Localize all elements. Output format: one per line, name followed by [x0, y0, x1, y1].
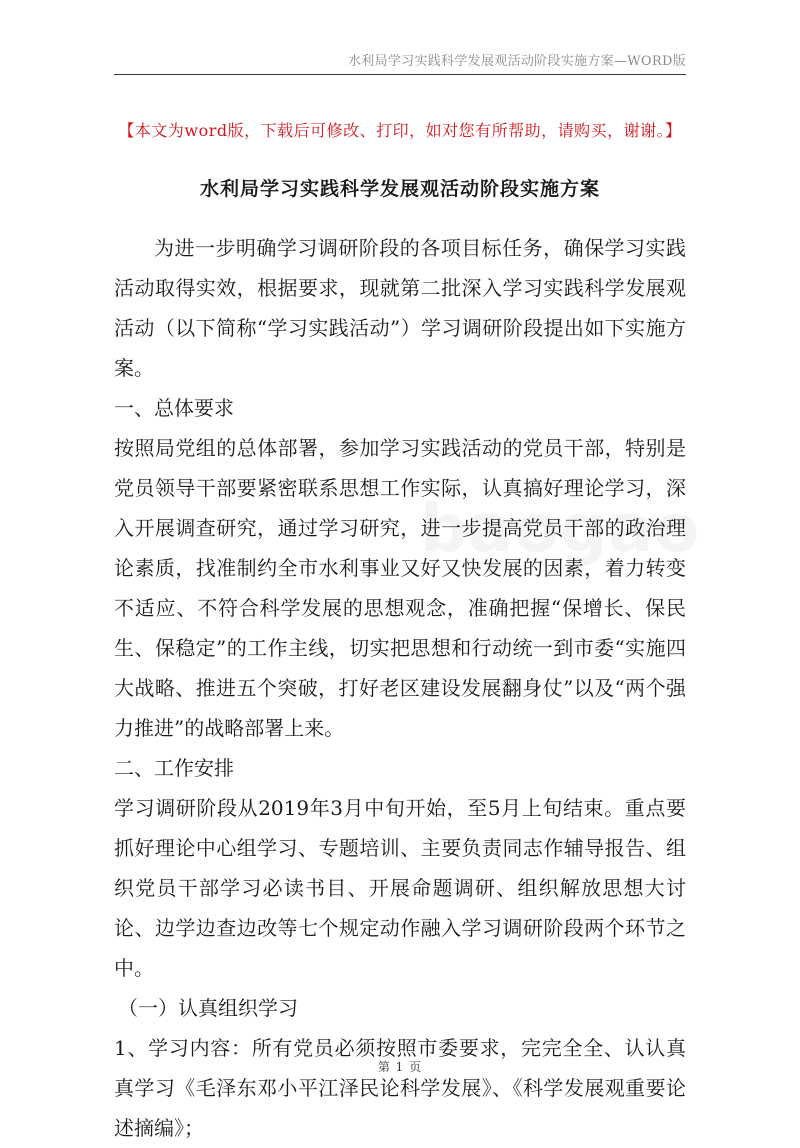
page-number: 第 1 页: [377, 1060, 423, 1074]
study-content-paragraph: 1、学习内容：所有党员必须按照市委要求，完完全全、认认真真学习《毛泽东邓小平江泽民论科学发展》、《科学发展观重要论述摘编》；: [114, 1036, 686, 1140]
work-arrangement-paragraph: 学习调研阶段从2019年3月中旬开始，至5月上旬结束。重点要抓好理论中心组学习、专题培训、主要负责同志作辅导报告、组织党员干部学习必读书目、开展命题调研、组织解放思想大讨论、边学边查边改等七个规定动作融入学习调研阶段两个环节之中。: [114, 796, 686, 980]
subsection-heading-study: （一）认真组织学习: [118, 996, 298, 1020]
header-divider: [114, 74, 686, 75]
section-heading-general-requirements: 一、总体要求: [114, 396, 234, 420]
section-heading-work-arrangement: 二、工作安排: [114, 756, 234, 780]
running-header: 水利局学习实践科学发展观活动阶段实施方案—WORD版: [347, 54, 686, 69]
download-notice: 【本文为word版，下载后可修改、打印，如对您有所帮助，请购买，谢谢。】: [118, 121, 682, 140]
document-body: [114, 228, 686, 1148]
document-title: 水利局学习实践科学发展观活动阶段实施方案: [199, 178, 600, 200]
general-requirements-paragraph: 按照局党组的总体部署，参加学习实践活动的党员干部，特别是党员领导干部要紧密联系思想工作实际，认真搞好理论学习，深入开展调查研究，通过学习研究，进一步提高党员干部的政治理论素质，找准制约全市水利事业又好又快发展的因素，着力转变不适应、不符合科学发展的思想观念，准确把握“保增长、保民生、保稳定”的工作主线，切实把思想和行动统一到市委“实施四大战略、推进五个突破，打好老区建设发展翻身仗”以及“两个强力推进”的战略部署上来。: [114, 436, 686, 740]
intro-paragraph: 为进一步明确学习调研阶段的各项目标任务，确保学习实践活动取得实效，根据要求，现就第二批深入学习实践科学发展观活动（以下简称“学习实践活动”）学习调研阶段提出如下实施方案。: [114, 236, 686, 380]
